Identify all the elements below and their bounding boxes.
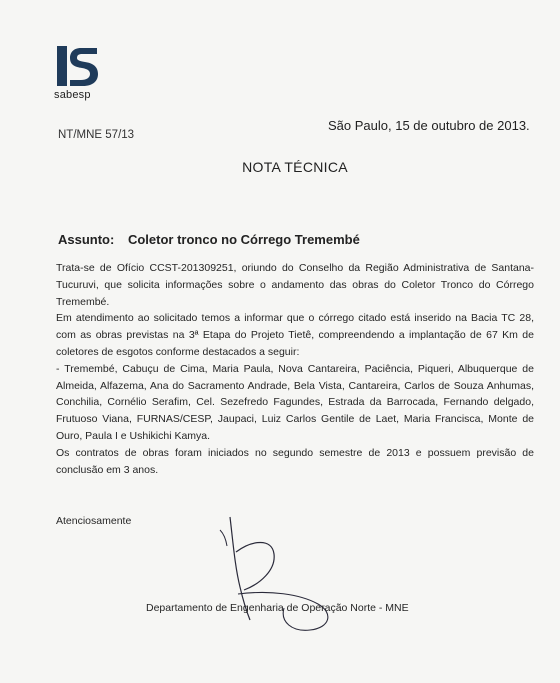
document-title-row <box>0 159 560 175</box>
sabesp-logo-icon <box>55 44 99 88</box>
signature-icon <box>200 512 360 642</box>
document-reference: NT/MNE 57/13 <box>58 129 135 141</box>
document-title: NOTA TÉCNICA <box>242 159 348 175</box>
subject-line <box>58 232 360 247</box>
paragraph-response: Em atendimento ao solicitado temos a informar que o córrego citado está inserido na Bacia TC 28, com as obras previstas na 3ª Etapa do Projeto Tietê, compreendendo a implantação de 67 Km de coletores de esgotos conforme destacados a seguir: <box>56 312 534 358</box>
paragraph-contracts: Os contratos de obras foram iniciados no segundo semestre de 2013 e possuem previsão de conclusão em 3 anos. <box>56 446 534 476</box>
paragraph-collector-list: - Tremembé, Cabuçu de Cima, Maria Paula, Nova Cantareira, Paciência, Piqueri, Albuquerque de Almeida, Alfazema, Ana do Sacramento Andrade, Bela Vista, Cantareira, Carlos de Souza Anhumas, Conchilia, Cornélio Serafim, Cel. Sezefredo Fagundes, Estrada da Barrocada, Fernando delgado, Frutuoso Viana, FURNAS/CESP, Jaupaci, Luiz Carlos Gentile de Laet, Maria Francisca, Monte de Ouro, Paula I e Ushikichi Kamya. <box>56 362 534 442</box>
subject-label: Assunto: <box>58 232 115 247</box>
document-body <box>56 260 534 478</box>
date-line: São Paulo, 15 de outubro de 2013. <box>328 118 530 133</box>
subject-value: Coletor tronco no Córrego Tremembé <box>127 232 360 247</box>
department-signature-line: Departamento de Engenharia de Operação Norte - MNE <box>146 602 409 614</box>
closing-salutation: Atenciosamente <box>56 515 132 527</box>
brand-name: sabesp <box>54 89 91 101</box>
paragraph-request: Trata-se de Ofício CCST-201309251, oriundo do Conselho da Região Administrativa de Santana-Tucuruvi, que solicita informações sobre o andamento das obras do Coletor Tronco do Córrego Tremembé. <box>56 262 534 308</box>
